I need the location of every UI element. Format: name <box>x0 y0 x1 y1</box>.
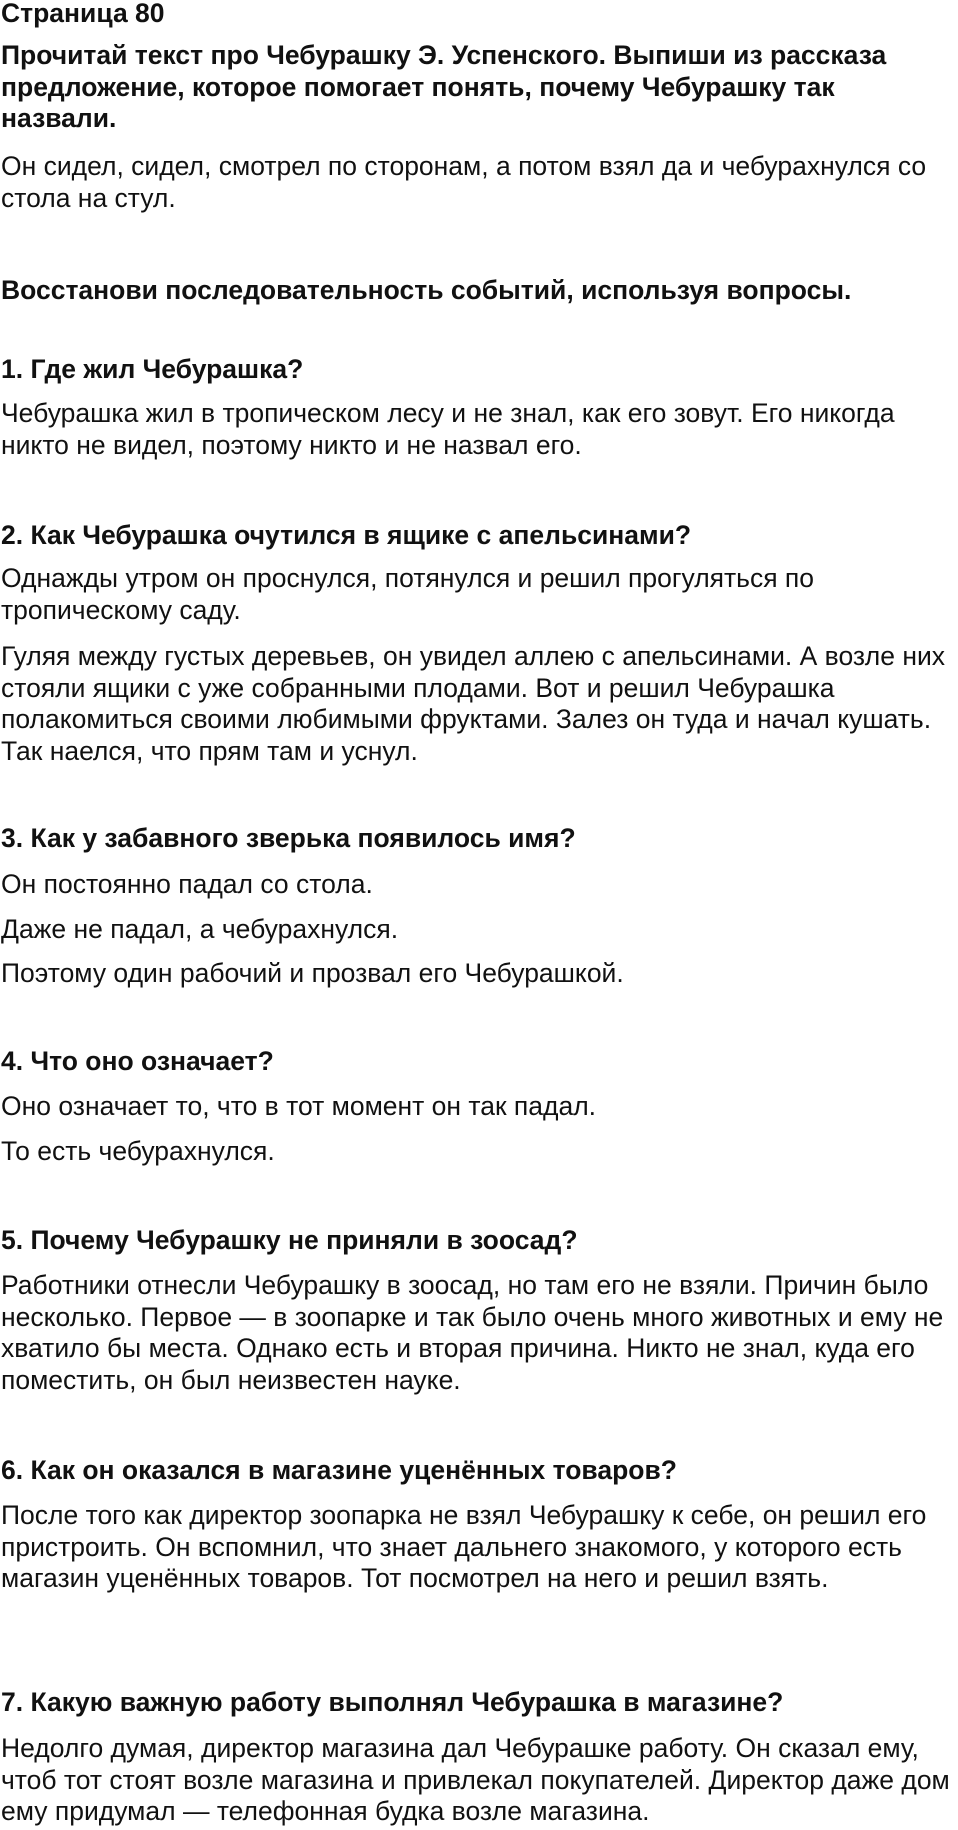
answer-text: То есть чебурахнулся. <box>1 1136 275 1166</box>
question: 5. Почему Чебурашку не приняли в зоосад? <box>1 1225 578 1255</box>
answer-text: После того как директор зоопарка не взял Чебурашку к себе, он решил его пристроить. Он вспомнил, что знает дальнего знакомого, у которого есть магазин уценённых товаров. Тот посмотрел на него и решил взять. <box>1 1500 927 1593</box>
question: 1. Где жил Чебурашка? <box>1 354 304 384</box>
answer-text: Оно означает то, что в тот момент он так падал. <box>1 1091 597 1121</box>
answer-text: Работники отнесли Чебурашку в зоосад, но там его не взяли. Причин было несколько. Первое — в зоопарке и так было очень много животных и ему не хватило бы места. Однако есть и вторая причина. Никто не знал, куда его поместить, он был неизвестен науке. <box>1 1270 944 1395</box>
answer-text: Чебурашка жил в тропическом лесу и не знал, как его зовут. Его никогда никто не видел, поэтому никто и не назвал его. <box>1 398 895 460</box>
question: 3. Как у забавного зверька появилось имя? <box>1 823 576 853</box>
answer-text: Поэтому один рабочий и прозвал его Чебурашкой. <box>1 958 624 988</box>
question: 4. Что оно означает? <box>1 1046 274 1076</box>
question: 7. Какую важную работу выполнял Чебурашка в магазине? <box>1 1687 784 1717</box>
page-title: Страница 80 <box>1 0 165 28</box>
task-heading: Прочитай текст про Чебурашку Э. Успенского. Выпиши из рассказа предложение, которое помогает понять, почему Чебурашку так назвали. <box>1 40 887 133</box>
answer-text: Даже не падал, а чебурахнулся. <box>1 914 399 944</box>
answer-text: Гуляя между густых деревьев, он увидел аллею с апельсинами. А возле них стояли ящики с уже собранными плодами. Вот и решил Чебурашка полакомиться своими любимыми фруктами. Залез он туда и начал кушать. Так наелся, что прям там и уснул. <box>1 641 946 766</box>
answer-text: Однажды утром он проснулся, потянулся и решил прогуляться по тропическому саду. <box>1 563 815 625</box>
question: 2. Как Чебурашка очутился в ящике с апельсинами? <box>1 520 692 550</box>
answer-text: Недолго думая, директор магазина дал Чебурашке работу. Он сказал ему, чтоб тот стоят возле магазина и привлекал покупателей. Директор даже дом ему придумал — телефонная будка возле магазина. <box>1 1733 950 1826</box>
answer-text: Он сидел, сидел, смотрел по сторонам, а потом взял да и чебурахнулся со стола на стул. <box>1 151 927 213</box>
task-heading: Восстанови последовательность событий, используя вопросы. <box>1 275 852 305</box>
answer-text: Он постоянно падал со стола. <box>1 869 373 899</box>
question: 6. Как он оказался в магазине уценённых товаров? <box>1 1455 677 1485</box>
